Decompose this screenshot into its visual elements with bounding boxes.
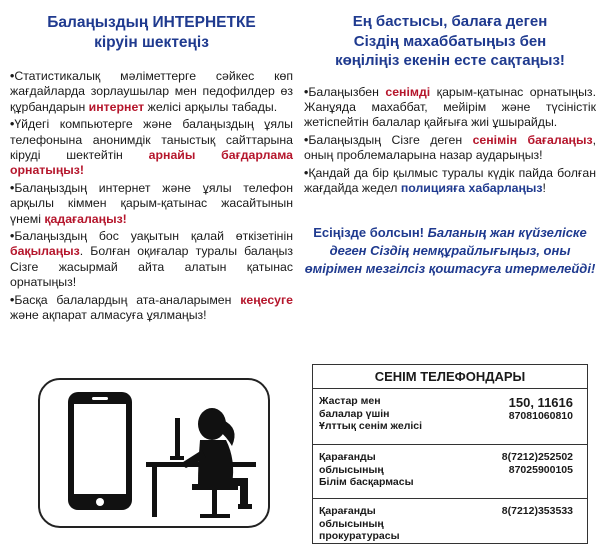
- bullet-text: !: [542, 180, 546, 195]
- right-bullet-list: [304, 85, 596, 197]
- bullet-highlight: интернет: [88, 99, 145, 114]
- phone-and-child-at-computer-illustration: [40, 380, 268, 526]
- bullet-dot-icon: •: [304, 132, 309, 147]
- trust-phones-box: [312, 364, 588, 544]
- left-title: [10, 13, 293, 53]
- bullet-highlight: кеңесуге: [240, 292, 293, 307]
- phone-number[interactable]: 8(7212)252502: [501, 451, 573, 463]
- phone-numbers: [502, 451, 573, 476]
- child-at-computer-icon: [146, 408, 256, 518]
- bullet-text: Басқа балалардың ата-аналарымен: [14, 292, 241, 307]
- bullet-dot-icon: •: [10, 180, 15, 195]
- smartphone-icon: [68, 392, 132, 510]
- left-bullet: [10, 293, 293, 324]
- bullet-text: Қандай да бір қылмыс туралы күдік пайда болған жағдайда жедел: [304, 165, 596, 195]
- bullet-highlight: сенімді: [385, 84, 431, 99]
- phone-number[interactable]: 87081060810: [508, 410, 573, 422]
- remember-lead: Есіңізде болсын!: [313, 225, 425, 241]
- bullet-dot-icon: •: [304, 84, 309, 99]
- phone-row: [313, 389, 587, 445]
- bullet-dot-icon: •: [10, 69, 15, 83]
- bullet-dot-icon: •: [10, 117, 15, 132]
- remember-note: [304, 224, 596, 278]
- bullet-highlight: сенімін бағалаңыз: [472, 132, 593, 147]
- bullet-dot-icon: •: [10, 229, 15, 244]
- right-bullet: [304, 166, 596, 197]
- bullet-text: Үйдегі компьютерге және балаңыздың ұялы телефонына анонимдік таныстық сайттарына кіруді шектейтін: [10, 117, 293, 163]
- phone-org-name: Қарағанды облысының прокуратурасы: [319, 505, 400, 542]
- right-column: [304, 0, 596, 278]
- bullet-text: желісі арқылы табады.: [144, 99, 278, 114]
- phone-org-name: Жастар мен балалар үшін Ұлттық сенім желісі: [319, 395, 423, 432]
- right-bullet: [304, 133, 596, 164]
- left-bullet-list: [10, 69, 293, 324]
- phone-row: [313, 499, 587, 543]
- bullet-highlight: арнайы бағдарлама орнатыңыз!: [10, 148, 293, 178]
- phone-row: [313, 445, 587, 499]
- bullet-dot-icon: •: [10, 292, 15, 307]
- bullet-text: Балаңыздың Сізге деген: [308, 132, 473, 147]
- phone-number[interactable]: 150, 11616: [508, 395, 573, 410]
- left-column: [10, 0, 293, 326]
- bullet-text: Балаңыздың интернет және ұялы телефон арқылы кіммен қарым-қатынас жасайтынын үнемі: [10, 180, 293, 226]
- right-bullet: [304, 85, 596, 131]
- bullet-text: және ақпарат алмасуға ұялмаңыз!: [10, 308, 207, 323]
- remember-text: Баланың жан күйзеліске деген Сіздің немқұрайлығыңыз, оны өмірімен мезгілсіз қоштасуға итермелейді!: [304, 225, 596, 277]
- bullet-text: . Болған оқиғалар туралы балаңыз Сізге жасырмай айта алатын қатынас орнатыңыз!: [10, 244, 293, 290]
- phone-number[interactable]: 87025900105: [508, 463, 573, 476]
- phone-org-name: Қарағанды облысының Білім басқармасы: [319, 451, 414, 488]
- illustration-frame: [38, 378, 270, 528]
- bullet-text: , оның проблемаларына назар аударыңыз!: [304, 132, 597, 163]
- bullet-highlight: полицияға хабарлаңыз: [400, 180, 543, 195]
- phone-numbers: [502, 505, 573, 518]
- left-title-line1: Балаңыздың ИНТЕРНЕТКЕ: [47, 14, 256, 31]
- left-bullet: [10, 117, 293, 179]
- bullet-highlight: қадағалаңыз!: [44, 211, 127, 226]
- right-title-line3: көңіліңіз екенін есте сақтаңыз!: [335, 52, 565, 69]
- trust-phones-title: СЕНІМ ТЕЛЕФОНДАРЫ: [313, 365, 587, 389]
- left-bullet: [10, 69, 293, 115]
- phone-numbers: [509, 395, 573, 423]
- phone-number[interactable]: 8(7212)353533: [501, 505, 573, 517]
- bullet-dot-icon: •: [304, 165, 309, 180]
- bullet-text: қарым-қатынас орнатыңыз. Жанұяда махаббат, мейірім және түсіністік жетіспейтін балалар қайғыға жиі ұшырайды.: [304, 84, 596, 130]
- right-title-line1: Ең бастысы, балаға деген: [352, 13, 548, 30]
- left-bullet: [10, 181, 293, 227]
- left-title-line2: кіруін шектеңіз: [94, 34, 209, 51]
- left-bullet: [10, 229, 293, 291]
- bullet-highlight: бақылаңыз: [10, 244, 80, 259]
- bullet-text: Балаңызбен: [308, 84, 386, 99]
- right-title-line2: Сіздің махаббатыңыз бен: [353, 32, 547, 50]
- bullet-text: Балаңыздың бос уақытын қалай өткізетінін: [14, 229, 293, 244]
- right-title: [304, 12, 596, 71]
- bullet-text: Статистикалық мәліметтерге сәйкес көп жағдайларда зорлаушылар мен педофилдер өз құрбандарын: [10, 69, 293, 114]
